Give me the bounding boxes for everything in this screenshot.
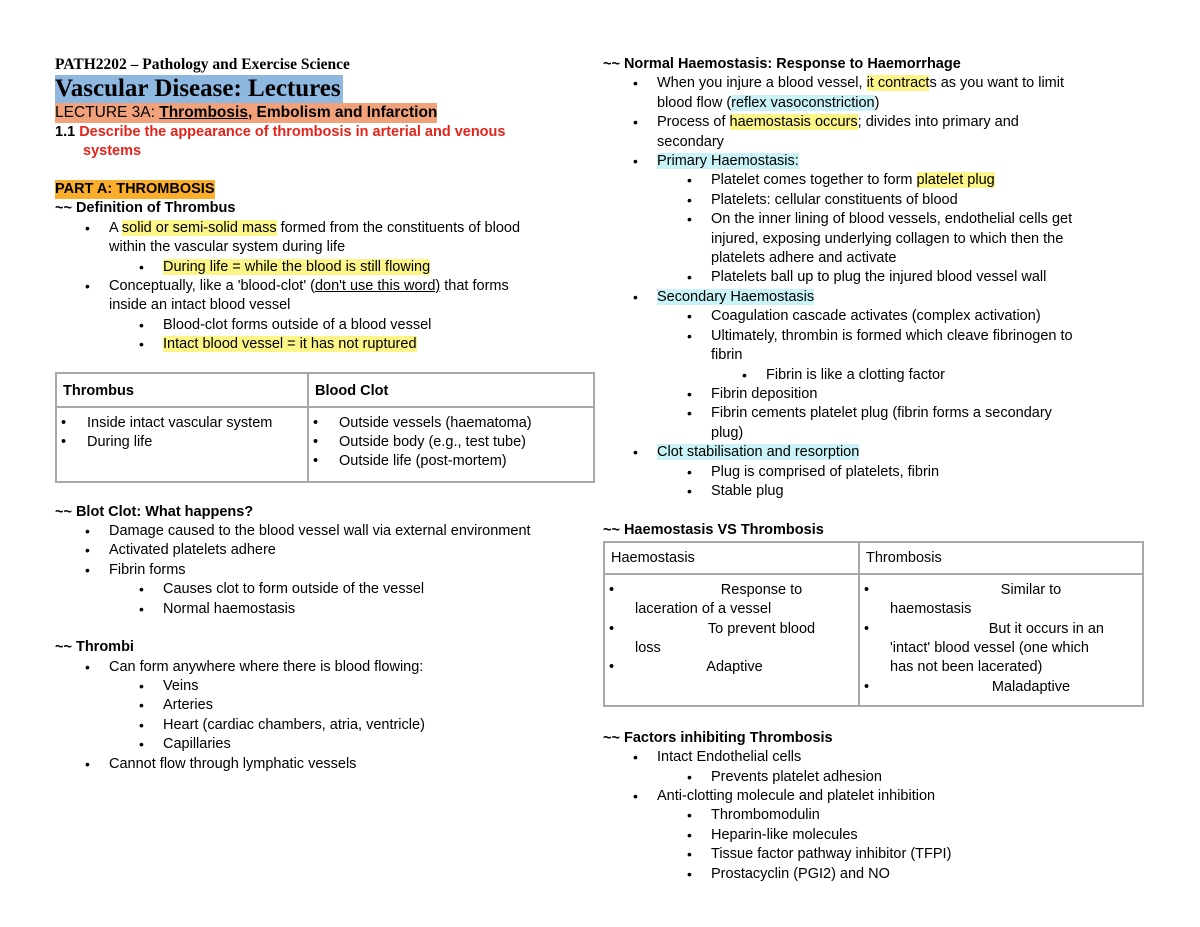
list-item: • Intact blood vessel = it has not ruptured — [55, 335, 600, 354]
lecture-title — [55, 103, 437, 123]
table-header-haemostasis: Haemostasis — [604, 542, 859, 574]
page-title: Vascular Disease: Lectures — [55, 75, 341, 102]
list-item: • Stable plug — [603, 482, 1148, 501]
list-item: • Heart (cardiac chambers, atria, ventricle) — [55, 716, 600, 735]
table-item: • During life — [57, 433, 307, 452]
table-item: • To prevent blood loss — [605, 620, 858, 659]
list-item: • Primary Haemostasis: — [603, 152, 1148, 171]
table-cell-thrombosis — [859, 574, 1143, 706]
list-item: • A solid or semi-solid mass formed from the constituents of blood within the vascular system during life — [55, 219, 600, 258]
thrombi-heading: ~~ Thrombi — [55, 639, 134, 656]
list-item: • Can form anywhere where there is blood flowing: — [55, 658, 600, 677]
objective-line2: systems — [83, 143, 142, 159]
list-item: • Tissue factor pathway inhibitor (TFPI) — [603, 845, 1148, 864]
list-item: • Causes clot to form outside of the vessel — [55, 580, 600, 599]
table-cell-blood-clot — [308, 407, 594, 482]
list-item: • Clot stabilisation and resorption — [603, 443, 1148, 462]
list-item: • Damage caused to the blood vessel wall via external environment — [55, 522, 600, 541]
list-item: • Secondary Haemostasis — [603, 288, 1148, 307]
list-item: • Capillaries — [55, 735, 600, 754]
list-item: • Prevents platelet adhesion — [603, 768, 1148, 787]
table-item: • Maladaptive — [860, 678, 1142, 697]
list-item: • Anti-clotting molecule and platelet inhibition — [603, 787, 1148, 806]
list-item: • When you injure a blood vessel, it contracts as you want to limit blood flow (reflex vasoconstriction) — [603, 74, 1148, 113]
table-header-thrombus: Thrombus — [56, 373, 308, 407]
table-cell-thrombus — [56, 407, 308, 482]
list-item: • Thrombomodulin — [603, 806, 1148, 825]
list-item: • Fibrin forms — [55, 561, 600, 580]
table-item: • Response to laceration of a vessel — [605, 581, 858, 620]
objective-number: 1.1 — [55, 124, 76, 140]
list-item: • Plug is comprised of platelets, fibrin — [603, 463, 1148, 482]
table-header-thrombosis: Thrombosis — [859, 542, 1143, 574]
left-column — [55, 55, 600, 774]
objective-line1: Describe the appearance of thrombosis in arterial and venous — [75, 124, 506, 140]
list-item: • Heparin-like molecules — [603, 826, 1148, 845]
list-item: • Veins — [55, 677, 600, 696]
list-item: • Fibrin deposition — [603, 385, 1148, 404]
list-item: • Intact Endothelial cells — [603, 748, 1148, 767]
factors-heading: ~~ Factors inhibiting Thrombosis — [603, 729, 833, 746]
table-item: • Outside life (post-mortem) — [309, 452, 593, 471]
table-item: • Similar to haemostasis — [860, 581, 1142, 620]
vs-heading: ~~ Haemostasis VS Thrombosis — [603, 522, 824, 539]
list-item: • Cannot flow through lymphatic vessels — [55, 755, 600, 774]
definition-heading: ~~ Definition of Thrombus — [55, 200, 236, 217]
part-a-heading: PART A: THROMBOSIS — [55, 180, 215, 199]
course-code: PATH2202 – Pathology and Exercise Science — [55, 56, 350, 73]
normal-haemostasis-heading: ~~ Normal Haemostasis: Response to Haemorrhage — [603, 56, 961, 72]
table-item: • Adaptive — [605, 658, 858, 677]
list-item: • Prostacyclin (PGI2) and NO — [603, 865, 1148, 884]
learning-objective — [55, 123, 600, 161]
table-item: • Outside body (e.g., test tube) — [309, 433, 593, 452]
list-item: • Normal haemostasis — [55, 600, 600, 619]
table-item: • Outside vessels (haematoma) — [309, 414, 593, 433]
haemostasis-vs-thrombosis-table — [603, 541, 1144, 707]
lecture-prefix: LECTURE 3A: — [55, 104, 160, 121]
list-item: • Conceptually, like a 'blood-clot' (don't use this word) that forms inside an intact blood vessel — [55, 277, 600, 316]
list-item: • Coagulation cascade activates (complex activation) — [603, 307, 1148, 326]
table-header-blood-clot: Blood Clot — [308, 373, 594, 407]
table-item: • But it occurs in an 'intact' blood vessel (one which has not been lacerated) — [860, 620, 1142, 678]
list-item: • Platelets: cellular constituents of blood — [603, 191, 1148, 210]
list-item: • Platelets ball up to plug the injured blood vessel wall — [603, 268, 1148, 287]
lecture-topic-rest: , Embolism and Infarction — [247, 104, 438, 121]
table-item: • Inside intact vascular system — [57, 414, 307, 433]
list-item: • Fibrin cements platelet plug (fibrin forms a secondary plug) — [603, 404, 1148, 443]
blot-clot-heading: ~~ Blot Clot: What happens? — [55, 503, 254, 520]
list-item: • Arteries — [55, 696, 600, 715]
lecture-topic-thrombosis: Thrombosis — [159, 104, 248, 121]
list-item: • Fibrin is like a clotting factor — [603, 366, 1148, 385]
table-cell-haemostasis — [604, 574, 859, 706]
list-item: • Platelet comes together to form platelet plug — [603, 171, 1148, 190]
thrombus-vs-clot-table — [55, 372, 595, 483]
list-item: • Blood-clot forms outside of a blood vessel — [55, 316, 600, 335]
list-item: • During life = while the blood is still flowing — [55, 258, 600, 277]
list-item: • Process of haemostasis occurs; divides into primary and secondary — [603, 113, 1148, 152]
list-item: • On the inner lining of blood vessels, endothelial cells get injured, exposing underlying collagen to which then the platelets adhere and activate — [603, 210, 1148, 268]
right-column — [603, 55, 1148, 884]
list-item: • Activated platelets adhere — [55, 541, 600, 560]
list-item: • Ultimately, thrombin is formed which cleave fibrinogen to fibrin — [603, 327, 1148, 366]
